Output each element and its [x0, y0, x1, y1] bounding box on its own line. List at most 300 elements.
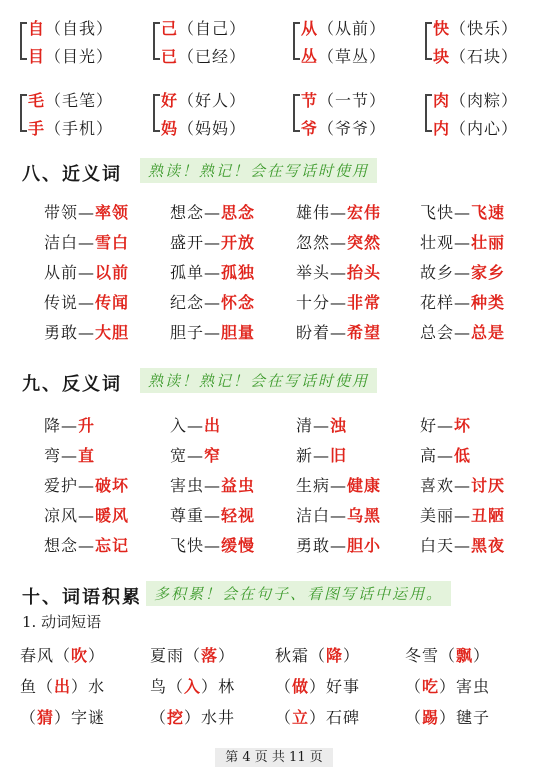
- paren-open: （: [178, 19, 196, 38]
- word-pair: [296, 200, 381, 223]
- character: 肉: [433, 91, 451, 110]
- word-base: 总会: [420, 323, 455, 342]
- word-pair: [420, 503, 505, 526]
- word-answer: 开放: [221, 233, 256, 252]
- bracket: [293, 22, 300, 60]
- bracket: [425, 94, 432, 132]
- paren-open: （: [178, 91, 196, 110]
- dash: —: [78, 476, 96, 495]
- phrase-suffix: 水井: [201, 708, 236, 727]
- section-synonyms-title: 八、近义词: [22, 164, 122, 185]
- paren-close: ）: [369, 91, 387, 110]
- word-answer: 丑陋: [471, 506, 506, 525]
- char-pair-line: [161, 44, 246, 67]
- verb-phrase: [275, 643, 360, 666]
- word-pair: [44, 533, 129, 556]
- character: 节: [301, 91, 319, 110]
- character: 从: [301, 19, 319, 38]
- word-answer: 坏: [454, 416, 472, 435]
- word-base: 纪念: [170, 293, 205, 312]
- char-pair-group: [425, 16, 545, 66]
- character: 毛: [28, 91, 46, 110]
- dash: —: [454, 233, 472, 252]
- character: 快: [433, 19, 451, 38]
- word-answer: 讨厌: [471, 476, 506, 495]
- char-pair-line: [301, 44, 386, 67]
- dash: —: [204, 323, 222, 342]
- word-answer: 直: [78, 446, 96, 465]
- word-pair: [420, 200, 505, 223]
- word-base: 从前: [44, 263, 79, 282]
- word-answer: 思念: [221, 203, 256, 222]
- dash: —: [78, 263, 96, 282]
- word-pair: [420, 260, 505, 283]
- verb-phrase: [150, 705, 235, 728]
- dash: —: [330, 323, 348, 342]
- verb-phrase: [405, 643, 490, 666]
- phrase-prefix: 冬雪: [405, 646, 440, 665]
- char-pair-line: [433, 44, 518, 67]
- word-base: 新: [296, 446, 314, 465]
- word-pair: [296, 503, 381, 526]
- word-base: 盛开: [170, 233, 205, 252]
- paren-open: （: [405, 708, 423, 727]
- word-base: 好: [420, 416, 438, 435]
- section-vocab-title: 十、词语积累: [22, 587, 142, 608]
- dash: —: [204, 203, 222, 222]
- example-word: 一节: [335, 91, 370, 110]
- phrase-suffix: 水: [88, 677, 106, 696]
- word-answer: 抬头: [347, 263, 382, 282]
- paren-open: （: [439, 646, 457, 665]
- char-pair-line: [301, 16, 386, 39]
- dash: —: [61, 446, 79, 465]
- word-pair: [296, 260, 381, 283]
- char-pair-line: [161, 88, 246, 111]
- dash: —: [330, 506, 348, 525]
- character: 自: [28, 19, 46, 38]
- word-base: 飞快: [170, 536, 205, 555]
- dash: —: [454, 263, 472, 282]
- word-pair: [44, 443, 95, 466]
- char-pair-line: [161, 116, 246, 139]
- paren-close: ）: [184, 708, 202, 727]
- word-pair: [170, 503, 255, 526]
- word-pair: [296, 290, 381, 313]
- paren-open: （: [45, 47, 63, 66]
- word-pair: [170, 320, 255, 343]
- example-word: 爷爷: [335, 119, 370, 138]
- char-pair-line: [433, 116, 518, 139]
- phrase-suffix: 林: [218, 677, 236, 696]
- dash: —: [187, 416, 205, 435]
- example-word: 从前: [335, 19, 370, 38]
- word-pair: [170, 230, 255, 253]
- bracket: [293, 94, 300, 132]
- paren-close: ）: [229, 119, 247, 138]
- dash: —: [204, 506, 222, 525]
- word-answer: 旧: [330, 446, 348, 465]
- char-pair-group: [153, 88, 273, 138]
- phrase-prefix: 鱼: [20, 677, 38, 696]
- word-pair: [296, 320, 381, 343]
- char-pair-group: [20, 16, 140, 66]
- dash: —: [454, 323, 472, 342]
- word-base: 宽: [170, 446, 188, 465]
- phrase-suffix: 字谜: [71, 708, 106, 727]
- paren-close: ）: [369, 19, 387, 38]
- paren-close: ）: [71, 677, 89, 696]
- phrase-prefix: 秋霜: [275, 646, 310, 665]
- dash: —: [78, 506, 96, 525]
- phrase-answer: 猜: [37, 708, 55, 727]
- example-word: 快乐: [467, 19, 502, 38]
- dash: —: [454, 506, 472, 525]
- word-pair: [170, 413, 221, 436]
- word-answer: 胆量: [221, 323, 256, 342]
- character: 己: [161, 19, 179, 38]
- word-answer: 出: [204, 416, 222, 435]
- word-answer: 黑夜: [471, 536, 506, 555]
- word-base: 害虫: [170, 476, 205, 495]
- dash: —: [78, 203, 96, 222]
- paren-close: ）: [201, 677, 219, 696]
- dash: —: [61, 416, 79, 435]
- character: 妈: [161, 119, 179, 138]
- word-answer: 家乡: [471, 263, 506, 282]
- dash: —: [204, 293, 222, 312]
- character: 爷: [301, 119, 319, 138]
- dash: —: [313, 416, 331, 435]
- char-pair-group: [293, 16, 413, 66]
- phrase-answer: 出: [54, 677, 72, 696]
- word-base: 传说: [44, 293, 79, 312]
- phrase-prefix: 鸟: [150, 677, 168, 696]
- word-pair: [170, 443, 221, 466]
- word-answer: 怀念: [221, 293, 256, 312]
- word-base: 降: [44, 416, 62, 435]
- paren-open: （: [309, 646, 327, 665]
- paren-close: ）: [218, 646, 236, 665]
- word-base: 胆子: [170, 323, 205, 342]
- word-base: 带领: [44, 203, 79, 222]
- word-base: 生病: [296, 476, 331, 495]
- word-answer: 雪白: [95, 233, 130, 252]
- example-word: 内心: [467, 119, 502, 138]
- example-word: 已经: [195, 47, 230, 66]
- paren-open: （: [318, 91, 336, 110]
- paren-open: （: [37, 677, 55, 696]
- word-base: 入: [170, 416, 188, 435]
- example-word: 目光: [62, 47, 97, 66]
- dash: —: [330, 203, 348, 222]
- word-base: 想念: [44, 536, 79, 555]
- verb-phrase: [405, 705, 490, 728]
- paren-open: （: [150, 708, 168, 727]
- paren-open: （: [275, 677, 293, 696]
- phrase-answer: 飘: [456, 646, 474, 665]
- paren-close: ）: [54, 708, 72, 727]
- word-answer: 宏伟: [347, 203, 382, 222]
- char-pair-line: [433, 88, 518, 111]
- paren-close: ）: [96, 47, 114, 66]
- word-base: 弯: [44, 446, 62, 465]
- paren-open: （: [318, 47, 336, 66]
- dash: —: [330, 476, 348, 495]
- word-base: 盼着: [296, 323, 331, 342]
- dash: —: [78, 536, 96, 555]
- dash: —: [313, 446, 331, 465]
- dash: —: [187, 446, 205, 465]
- paren-close: ）: [501, 91, 519, 110]
- word-base: 忽然: [296, 233, 331, 252]
- word-base: 雄伟: [296, 203, 331, 222]
- bracket: [153, 22, 160, 60]
- word-answer: 以前: [95, 263, 130, 282]
- word-pair: [170, 533, 255, 556]
- word-base: 白天: [420, 536, 455, 555]
- word-pair: [170, 473, 255, 496]
- word-answer: 孤独: [221, 263, 256, 282]
- word-answer: 希望: [347, 323, 382, 342]
- char-pair-line: [433, 16, 518, 39]
- word-base: 凉风: [44, 506, 79, 525]
- phrase-answer: 吃: [422, 677, 440, 696]
- word-answer: 窄: [204, 446, 222, 465]
- paren-open: （: [167, 677, 185, 696]
- word-base: 孤单: [170, 263, 205, 282]
- word-base: 想念: [170, 203, 205, 222]
- word-pair: [44, 230, 129, 253]
- word-answer: 益虫: [221, 476, 256, 495]
- example-word: 手机: [62, 119, 97, 138]
- paren-close: ）: [501, 47, 519, 66]
- paren-close: ）: [309, 677, 327, 696]
- word-base: 高: [420, 446, 438, 465]
- verb-phrase: [20, 705, 105, 728]
- word-pair: [420, 230, 505, 253]
- dash: —: [78, 233, 96, 252]
- antonyms-tip: 熟读！熟记！会在写话时使用: [140, 368, 377, 393]
- word-pair: [296, 533, 381, 556]
- word-answer: 低: [454, 446, 472, 465]
- char-pair-group: [425, 88, 545, 138]
- bracket: [20, 94, 27, 132]
- paren-close: ）: [88, 646, 106, 665]
- dash: —: [330, 536, 348, 555]
- char-pair-line: [301, 116, 386, 139]
- word-base: 洁白: [44, 233, 79, 252]
- example-word: 自我: [62, 19, 97, 38]
- word-base: 勇敢: [296, 536, 331, 555]
- char-pair-group: [20, 88, 140, 138]
- word-answer: 轻视: [221, 506, 256, 525]
- dash: —: [204, 536, 222, 555]
- synonyms-tip: 熟读！熟记！会在写话时使用: [140, 158, 377, 183]
- char-pair-line: [301, 88, 386, 111]
- word-answer: 种类: [471, 293, 506, 312]
- word-answer: 非常: [347, 293, 382, 312]
- character: 好: [161, 91, 179, 110]
- dash: —: [454, 536, 472, 555]
- dash: —: [437, 416, 455, 435]
- word-base: 故乡: [420, 263, 455, 282]
- verb-phrase: [275, 674, 360, 697]
- character: 目: [28, 47, 46, 66]
- paren-open: （: [450, 19, 468, 38]
- dash: —: [454, 293, 472, 312]
- phrase-answer: 降: [326, 646, 344, 665]
- word-answer: 浊: [330, 416, 348, 435]
- paren-close: ）: [309, 708, 327, 727]
- dash: —: [78, 293, 96, 312]
- word-pair: [44, 260, 129, 283]
- dash: —: [78, 323, 96, 342]
- bracket: [20, 22, 27, 60]
- example-word: 草丛: [335, 47, 370, 66]
- paren-close: ）: [229, 47, 247, 66]
- paren-open: （: [54, 646, 72, 665]
- phrase-answer: 落: [201, 646, 219, 665]
- word-base: 爱护: [44, 476, 79, 495]
- word-pair: [296, 473, 381, 496]
- dash: —: [204, 263, 222, 282]
- word-answer: 突然: [347, 233, 382, 252]
- word-answer: 大胆: [95, 323, 130, 342]
- paren-close: ）: [369, 119, 387, 138]
- word-answer: 破坏: [95, 476, 130, 495]
- dash: —: [330, 293, 348, 312]
- word-base: 清: [296, 416, 314, 435]
- paren-close: ）: [229, 91, 247, 110]
- word-pair: [296, 230, 381, 253]
- dash: —: [437, 446, 455, 465]
- paren-open: （: [45, 91, 63, 110]
- word-pair: [420, 533, 505, 556]
- word-pair: [44, 503, 129, 526]
- word-pair: [44, 290, 129, 313]
- dash: —: [454, 203, 472, 222]
- word-answer: 忘记: [95, 536, 130, 555]
- word-pair: [170, 290, 255, 313]
- paren-close: ）: [96, 119, 114, 138]
- example-word: 自己: [195, 19, 230, 38]
- character: 已: [161, 47, 179, 66]
- paren-open: （: [45, 119, 63, 138]
- verb-phrase: [405, 674, 490, 697]
- paren-open: （: [318, 19, 336, 38]
- paren-open: （: [178, 47, 196, 66]
- word-answer: 暖风: [95, 506, 130, 525]
- bracket: [425, 22, 432, 60]
- paren-close: ）: [369, 47, 387, 66]
- character: 内: [433, 119, 451, 138]
- paren-close: ）: [229, 19, 247, 38]
- char-pair-group: [153, 16, 273, 66]
- character: 手: [28, 119, 46, 138]
- page-footer: [0, 746, 548, 765]
- phrase-suffix: 石碑: [326, 708, 361, 727]
- phrase-answer: 立: [292, 708, 310, 727]
- example-word: 石块: [467, 47, 502, 66]
- word-pair: [44, 413, 95, 436]
- phrase-answer: 挖: [167, 708, 185, 727]
- dash: —: [204, 233, 222, 252]
- example-word: 肉粽: [467, 91, 502, 110]
- word-base: 飞快: [420, 203, 455, 222]
- phrase-suffix: 毽子: [456, 708, 491, 727]
- section-antonyms-title: 九、反义词: [22, 374, 122, 395]
- word-base: 举头: [296, 263, 331, 282]
- phrase-prefix: 春风: [20, 646, 55, 665]
- paren-close: ）: [501, 19, 519, 38]
- word-pair: [420, 290, 505, 313]
- dash: —: [330, 263, 348, 282]
- paren-close: ）: [439, 677, 457, 696]
- verb-phrase: [150, 674, 235, 697]
- word-base: 壮观: [420, 233, 455, 252]
- char-pair-group: [293, 88, 413, 138]
- dash: —: [330, 233, 348, 252]
- word-base: 美丽: [420, 506, 455, 525]
- paren-open: （: [45, 19, 63, 38]
- word-answer: 总是: [471, 323, 506, 342]
- vocab-tip: 多积累！会在句子、看图写话中运用。: [146, 581, 451, 606]
- phrase-prefix: 夏雨: [150, 646, 185, 665]
- example-word: 好人: [195, 91, 230, 110]
- paren-open: （: [178, 119, 196, 138]
- word-answer: 乌黑: [347, 506, 382, 525]
- word-pair: [420, 413, 471, 436]
- paren-open: （: [318, 119, 336, 138]
- verb-phrase: [20, 674, 105, 697]
- word-answer: 率领: [95, 203, 130, 222]
- dash: —: [454, 476, 472, 495]
- page-number: 第 4 页 共 11 页: [215, 748, 332, 767]
- phrase-suffix: 好事: [326, 677, 361, 696]
- paren-open: （: [20, 708, 38, 727]
- word-base: 喜欢: [420, 476, 455, 495]
- phrase-answer: 吹: [71, 646, 89, 665]
- char-pair-line: [28, 16, 113, 39]
- verb-phrase: [275, 705, 360, 728]
- word-base: 勇敢: [44, 323, 79, 342]
- paren-open: （: [405, 677, 423, 696]
- word-pair: [296, 413, 347, 436]
- paren-close: ）: [96, 19, 114, 38]
- word-pair: [420, 443, 471, 466]
- paren-close: ）: [343, 646, 361, 665]
- phrase-suffix: 害虫: [456, 677, 491, 696]
- dash: —: [204, 476, 222, 495]
- paren-close: ）: [473, 646, 491, 665]
- verb-phrase: [20, 643, 105, 666]
- paren-open: （: [450, 47, 468, 66]
- word-pair: [44, 200, 129, 223]
- word-base: 十分: [296, 293, 331, 312]
- word-answer: 胆小: [347, 536, 382, 555]
- verb-phrases-subtitle: 1. 动词短语: [22, 613, 102, 631]
- paren-open: （: [275, 708, 293, 727]
- verb-phrase: [150, 643, 235, 666]
- bracket: [153, 94, 160, 132]
- paren-open: （: [450, 91, 468, 110]
- phrase-answer: 做: [292, 677, 310, 696]
- word-answer: 升: [78, 416, 96, 435]
- word-pair: [170, 200, 255, 223]
- word-pair: [420, 320, 505, 343]
- example-word: 毛笔: [62, 91, 97, 110]
